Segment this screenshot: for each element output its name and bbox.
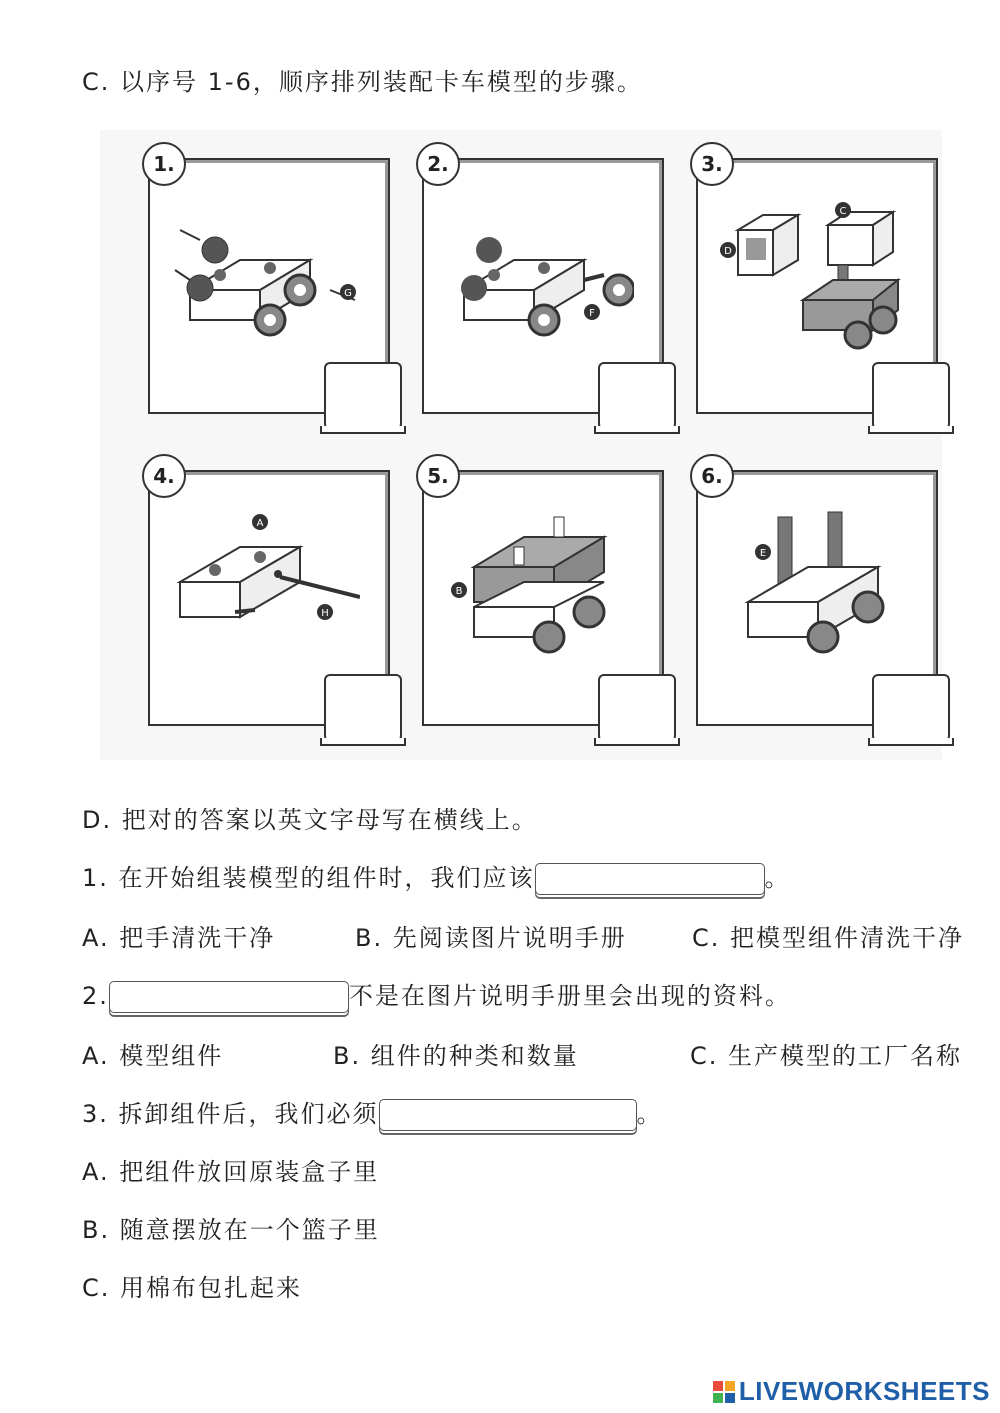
question-3-option-a: A. 把组件放回原装盒子里: [82, 1158, 380, 1186]
step-panel-5: [422, 464, 664, 726]
step-answer-box-2[interactable]: [598, 362, 676, 430]
question-2-option-c: C. 生产模型的工厂名称: [690, 1042, 963, 1070]
step-panel-4: [148, 464, 390, 726]
step-panel-3: [696, 152, 938, 414]
part-letter: D: [724, 246, 732, 257]
section-d-title: D. 把对的答案以英文字母写在横线上。: [82, 806, 538, 834]
question-2: [82, 976, 791, 1013]
part-letter: C: [839, 206, 847, 217]
step-panel-2: [422, 152, 664, 414]
panel-number: 6.: [690, 454, 734, 498]
part-letter: B: [455, 586, 463, 597]
part-letter: F: [589, 308, 595, 319]
question-1-suffix: 。: [764, 864, 791, 892]
truck-assembly-illustration: [708, 180, 908, 350]
step-answer-box-4[interactable]: [324, 674, 402, 742]
panel-number: 2.: [416, 142, 460, 186]
panel-number: 3.: [690, 142, 734, 186]
section-c-title: C. 以序号 1-6，顺序排列装配卡车模型的步骤。: [82, 68, 643, 96]
truck-chassis-illustration: [434, 180, 634, 350]
question-2-answer-field[interactable]: [109, 981, 349, 1013]
question-3-prefix: 3. 拆卸组件后，我们必须: [82, 1100, 379, 1128]
truck-pipes-illustration: [708, 492, 908, 662]
part-letter: E: [759, 548, 767, 559]
question-1-option-b: B. 先阅读图片说明手册: [355, 924, 627, 952]
step-answer-box-1[interactable]: [324, 362, 402, 430]
question-2-option-a: A. 模型组件: [82, 1042, 224, 1070]
truck-axle-illustration: [160, 492, 360, 662]
question-3-answer-field[interactable]: [379, 1099, 637, 1131]
logo-text: LIVEWORKSHEETS: [738, 1376, 990, 1406]
question-1: [82, 858, 791, 895]
question-2-suffix: 不是在图片说明手册里会出现的资料。: [348, 982, 791, 1010]
question-1-option-c: C. 把模型组件清洗干净: [692, 924, 965, 952]
step-answer-box-3[interactable]: [872, 362, 950, 430]
step-answer-box-6[interactable]: [872, 674, 950, 742]
question-1-option-a: A. 把手清洗干净: [82, 924, 276, 952]
assembly-diagram: [100, 130, 942, 760]
question-3-suffix: 。: [636, 1100, 663, 1128]
part-letter: G: [344, 288, 352, 299]
logo-squares-icon: [713, 1381, 735, 1403]
step-panel-6: [696, 464, 938, 726]
part-letter: H: [321, 608, 329, 619]
panel-number: 5.: [416, 454, 460, 498]
question-3-option-c: C. 用棉布包扎起来: [82, 1274, 303, 1302]
question-2-prefix: 2.: [82, 982, 109, 1010]
part-letter: A: [256, 518, 264, 529]
question-2-option-b: B. 组件的种类和数量: [333, 1042, 579, 1070]
liveworksheets-logo: [713, 1376, 990, 1407]
question-1-prefix: 1. 在开始组装模型的组件时，我们应该: [82, 864, 535, 892]
step-answer-box-5[interactable]: [598, 674, 676, 742]
question-1-answer-field[interactable]: [535, 863, 765, 895]
panel-number: 4.: [142, 454, 186, 498]
truck-body-illustration: [434, 492, 634, 662]
panel-number: 1.: [142, 142, 186, 186]
question-3-option-b: B. 随意摆放在一个篮子里: [82, 1216, 380, 1244]
question-3: [82, 1094, 663, 1131]
step-panel-1: [148, 152, 390, 414]
truck-chassis-illustration: [160, 180, 360, 350]
